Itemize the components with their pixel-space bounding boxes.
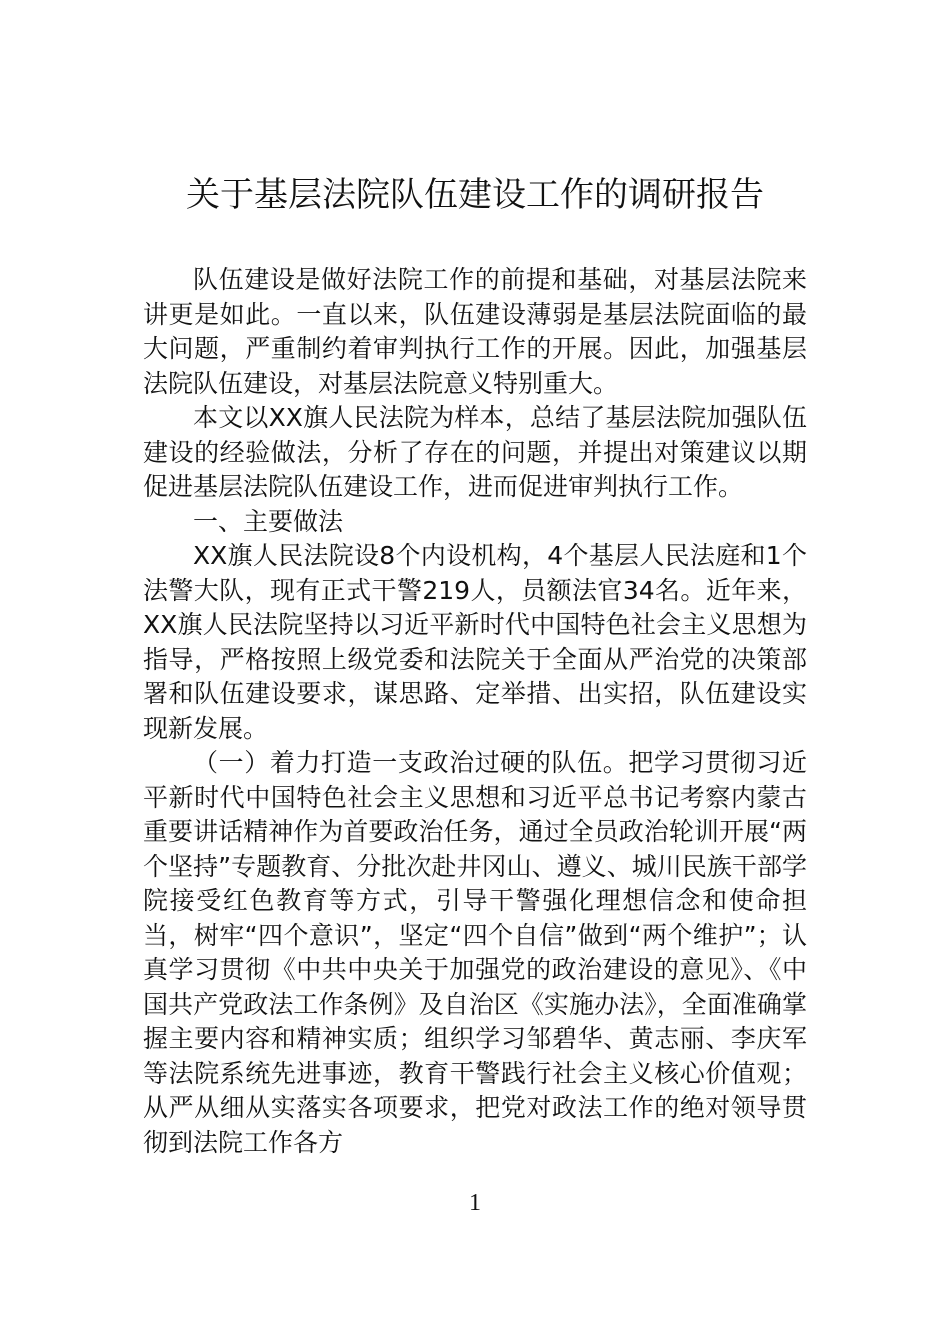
page-number: 1 [469, 1190, 481, 1216]
document-body [143, 263, 807, 1160]
paragraph-purpose: 本文以XX旗人民法院为样本，总结了基层法院加强队伍建设的经验做法，分析了存在的问题，并提出对策建议以期促进基层法院队伍建设工作，进而促进审判执行工作。 [143, 403, 807, 501]
paragraph-intro: 队伍建设是做好法院工作的前提和基础，对基层法院来讲更是如此。一直以来，队伍建设薄弱是基层法院面临的最大问题，严重制约着审判执行工作的开展。因此，加强基层法院队伍建设，对基层法院意义特别重大。 [143, 265, 807, 398]
paragraph-political-team: （一）着力打造一支政治过硬的队伍。把学习贯彻习近平新时代中国特色社会主义思想和习近平总书记考察内蒙古重要讲话精神作为首要政治任务，通过全员政治轮训开展“两个坚持”专题教育、分批次赴井冈山、遵义、城川民族干部学院接受红色教育等方式，引导干警强化理想信念和使命担当，树牢“四个意识”，坚定“四个自信”做到“两个维护”；认真学习贯彻《中共中央关于加强党的政治建设的意见》、《中国共产党政法工作条例》及自治区《实施办法》，全面准确掌握主要内容和精神实质；组织学习邹碧华、黄志丽、李庆军等法院系统先进事迹，教育干警践行社会主义核心价值观；从严从细从实落实各项要求，把党对政法工作的绝对领导贯彻到法院工作各方 [143, 748, 807, 1157]
paragraph-court-overview: XX旗人民法院设8个内设机构，4个基层人民法庭和1个法警大队，现有正式干警219人，员额法官34名。近年来，XX旗人民法院坚持以习近平新时代中国特色社会主义思想为指导，严格按照上级党委和法院关于全面从严治党的决策部署和队伍建设要求，谋思路、定举措、出实招，队伍建设实现新发展。 [143, 541, 807, 743]
document-title: 关于基层法院队伍建设工作的调研报告 [186, 175, 764, 215]
section-heading-main-practices: 一、主要做法 [193, 506, 344, 536]
